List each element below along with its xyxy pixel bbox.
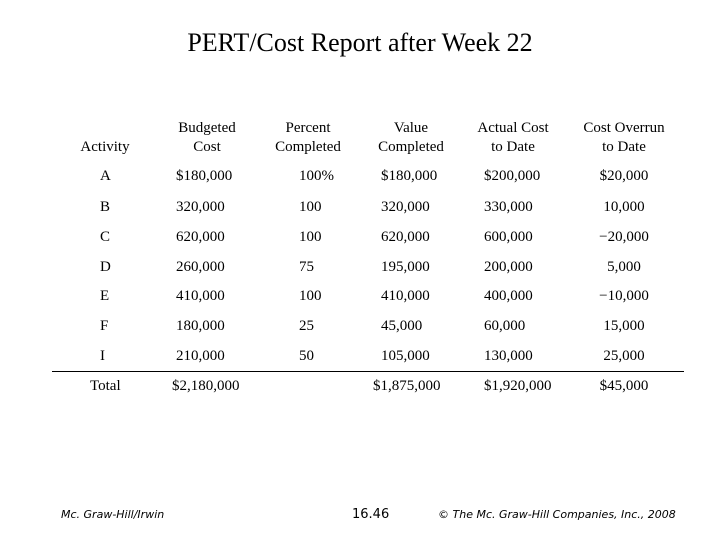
table-row-1-budgeted-cost: $180,000 — [176, 168, 233, 184]
table-row-7-activity: I — [100, 348, 105, 364]
table-row-3-percent-completed: 100 — [299, 229, 322, 245]
table-row-1-activity: A — [100, 168, 111, 184]
table-row-6-percent-completed: 25 — [299, 318, 314, 334]
header-activity — [80, 119, 129, 157]
total-row-cost-overrun: $45,000 — [599, 378, 649, 394]
header-actual-cost — [477, 119, 548, 157]
table-row-3-activity: C — [100, 229, 111, 245]
table-row-1-actual-cost: $200,000 — [484, 168, 541, 184]
table-row-7-actual-cost: 130,000 — [484, 348, 533, 364]
table-row-4-value-completed: 195,000 — [381, 259, 430, 275]
table-row-4-actual-cost: 200,000 — [484, 259, 533, 275]
total-row-actual-cost: $1,920,000 — [484, 378, 552, 394]
header-budgeted-cost-line-1: Budgeted — [178, 120, 236, 136]
header-actual-cost-line-2: to Date — [491, 139, 535, 155]
table-row-1-cost-overrun: $20,000 — [599, 168, 649, 184]
publisher-label: Mc. Graw-Hill/Irwin — [61, 508, 165, 521]
table-row-7-value-completed: 105,000 — [381, 348, 430, 364]
header-value-completed — [378, 119, 444, 157]
table-row-3-value-completed: 620,000 — [381, 229, 430, 245]
header-percent-completed — [275, 119, 341, 157]
table-row-2-value-completed: 320,000 — [381, 199, 430, 215]
header-value-completed-line-2: Completed — [378, 139, 444, 155]
table-row-6-actual-cost: 60,000 — [484, 318, 526, 334]
table-row-5-value-completed: 410,000 — [381, 288, 430, 304]
table-row-3-cost-overrun: −20,000 — [599, 229, 649, 245]
header-budgeted-cost — [178, 119, 236, 157]
header-activity-line-2: Activity — [80, 139, 130, 155]
table-row-5-cost-overrun: −10,000 — [599, 288, 649, 304]
table-row-4-cost-overrun: 5,000 — [607, 259, 641, 275]
header-value-completed-line-1: Value — [393, 120, 429, 136]
table-row-6-cost-overrun: 15,000 — [603, 318, 645, 334]
total-row-budgeted-cost: $2,180,000 — [172, 378, 240, 394]
table-row-4-activity: D — [100, 259, 111, 275]
table-row-5-budgeted-cost: 410,000 — [176, 288, 225, 304]
header-cost-overrun-line-1: Cost Overrun — [583, 120, 665, 136]
page-title: PERT/Cost Report after Week 22 — [187, 28, 533, 57]
table-row-7-percent-completed: 50 — [299, 348, 314, 364]
header-cost-overrun-line-2: to Date — [602, 139, 646, 155]
table-row-6-budgeted-cost: 180,000 — [176, 318, 225, 334]
table-row-2-cost-overrun: 10,000 — [603, 199, 645, 215]
header-actual-cost-line-1: Actual Cost — [477, 120, 549, 136]
table-row-7-budgeted-cost: 210,000 — [176, 348, 225, 364]
total-row-value-completed: $1,875,000 — [373, 378, 441, 394]
table-row-4-percent-completed: 75 — [299, 259, 314, 275]
header-budgeted-cost-line-2: Cost — [193, 139, 221, 155]
table-row-4-budgeted-cost: 260,000 — [176, 259, 225, 275]
header-activity-line-1 — [80, 119, 129, 138]
table-row-7-cost-overrun: 25,000 — [603, 348, 645, 364]
table-row-2-percent-completed: 100 — [299, 199, 322, 215]
table-row-3-budgeted-cost: 620,000 — [176, 229, 225, 245]
table-row-5-actual-cost: 400,000 — [484, 288, 533, 304]
copyright-label: © The Mc. Graw-Hill Companies, Inc., 2008 — [438, 508, 676, 521]
table-row-1-value-completed: $180,000 — [381, 168, 438, 184]
header-percent-completed-line-1: Percent — [285, 120, 331, 136]
table-row-3-actual-cost: 600,000 — [484, 229, 533, 245]
total-row-activity: Total — [90, 378, 121, 394]
table-row-2-activity: B — [100, 199, 111, 215]
table-row-2-actual-cost: 330,000 — [484, 199, 533, 215]
total-divider — [52, 371, 684, 372]
header-cost-overrun — [583, 119, 664, 157]
table-row-1-percent-completed: 100% — [299, 168, 334, 184]
header-percent-completed-line-2: Completed — [275, 139, 341, 155]
table-row-2-budgeted-cost: 320,000 — [176, 199, 225, 215]
table-row-6-activity: F — [100, 318, 109, 334]
table-row-6-value-completed: 45,000 — [381, 318, 423, 334]
page-number: 16.46 — [352, 507, 390, 522]
table-row-5-percent-completed: 100 — [299, 288, 322, 304]
table-row-5-activity: E — [100, 288, 110, 304]
